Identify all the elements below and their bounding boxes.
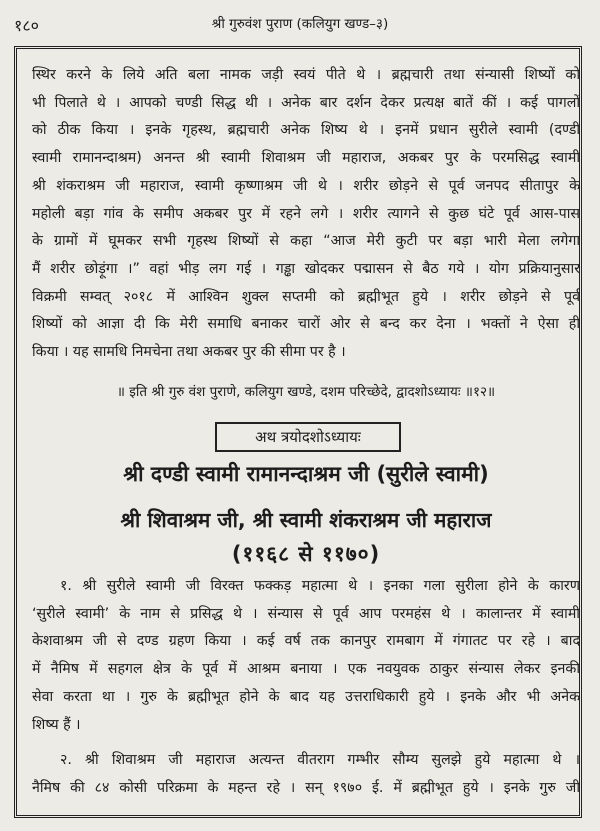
text-line: नैमिष की ८४ कोसी परिक्रमा के महन्त रहे । सन् १९७० ई. में ब्रह्मीभूत हुये । इनके गुरु जी [32,779,580,796]
text-line: विक्रमी सम्वत् २०१८ में आश्विन शुक्ल सप्तमी को ब्रह्मीभूत हुये । शरीर छोड़ने से पूर्व [32,288,580,305]
chapter-title-line-1: श्री दण्डी स्वामी रामानन्दाश्रम जी (सुरीले स्वामी) [123,462,489,486]
chapter-title-years: (११६८ से ११७०) [231,542,381,566]
chapter-title-line-2: श्री शिवाश्रम जी, श्री स्वामी शंकराश्रम जी महाराज [120,508,492,532]
text-line: श्री शंकराश्रम जी महाराज, स्वामी कृष्णाश्रम जी थे । शरीर छोड़ने से पूर्व जनपद सीतापुर के [32,177,580,194]
text-line: शिष्य हैं । [32,716,81,733]
text-line: महोली बड़ा गांव के समीप अकबर पुर में रहने लगे । शरीर त्यागने से कुछ घंटे पूर्व आस-पास [32,205,580,222]
text-line: स्वामी रामानन्दाश्रम) अनन्त श्री स्वामी शिवाश्रम जी महाराज, अकबर पुर के परमसिद्ध स्वामी [32,150,580,167]
text-line: केशवाश्रम जी से दण्ड ग्रहण किया । कई वर्ष तक कानपुर रामबाग में गंगातट पर रहे । बाद [32,633,580,650]
text-line: २. श्री शिवाश्रम जी महाराज अत्यन्त वीतराग गम्भीर सौम्य सुलझे हुये महात्मा थे । [60,752,580,768]
text-line: के ग्रामों में घूमकर सभी गृहस्थ शिष्यों से कहा “आज मेरी कुटी पर बड़ा भारी मेला लगेगा [32,233,580,250]
chapter-heading-box: अथ त्रयोदशोऽध्यायः [215,422,401,452]
chapter-colophon: ॥ इति श्री गुरु वंश पुराणे, कलियुग खण्डे, दशम परिच्छेदे, द्वादशोऽध्यायः ॥१२॥ [116,384,496,400]
text-line: भी पिलाते थे । आपको चण्डी सिद्ध थी । अनेक बार दर्शन देकर प्रत्यक्ष बातें कीं । कई पागलों [32,94,580,111]
text-line: किया । यह सामधि निमचेना तथा अकबर पुर की सीमा पर है । [32,344,346,361]
text-line: में नैमिष में सहगल क्षेत्र के पूर्व में आश्रम बनाया । एक नवयुवक ठाकुर संन्यास लेकर इनकी [32,661,580,678]
paragraph-1 [32,62,580,367]
paragraph-3 [32,747,580,802]
text-line: १. श्री सुरीले स्वामी जी विरक्त फक्कड़ महात्मा थे । इनका गला सुरीला होने के कारण [60,578,580,594]
paragraph-2 [32,573,580,739]
page-number: १८० [14,16,39,35]
text-line: मैं शरीर छोड़ूंगा ।” वहां भीड़ लग गई । गड्ढा खोदकर पद्मासन से बैठ गये । योग प्रक्रियानुसार [32,260,580,277]
text-line: स्थिर करने के लिये अति बला नामक जड़ी स्वयं पीते थे । ब्रह्मचारी तथा संन्यासी शिष्यों को [32,67,580,83]
running-title: श्री गुरुवंश पुराण (कलियुग खण्ड–३) [211,16,389,32]
text-line: ‘सुरीले स्वामी’ के नाम से प्रसिद्ध थे । संन्यास से पूर्व आप परमहंस थे । कालान्तर में स्वामी [32,605,580,622]
page-header [0,14,600,40]
text-line: शिष्यों को आज्ञा दी कि मेरी समाधि बनाकर चारों ओर से बन्द कर देना । भक्तों ने ऐसा ही [32,316,580,333]
text-line: सेवा करता था । गुरु के ब्रह्मीभूत होने के बाद यह उत्तराधिकारी हुये । इनके और भी अनेक [32,688,580,705]
text-line: को ठीक किया । इनके गृहस्थ, ब्रह्मचारी अनेक शिष्य थे । इनमें प्रधान सुरीले स्वामी (दण्डी [32,122,580,139]
